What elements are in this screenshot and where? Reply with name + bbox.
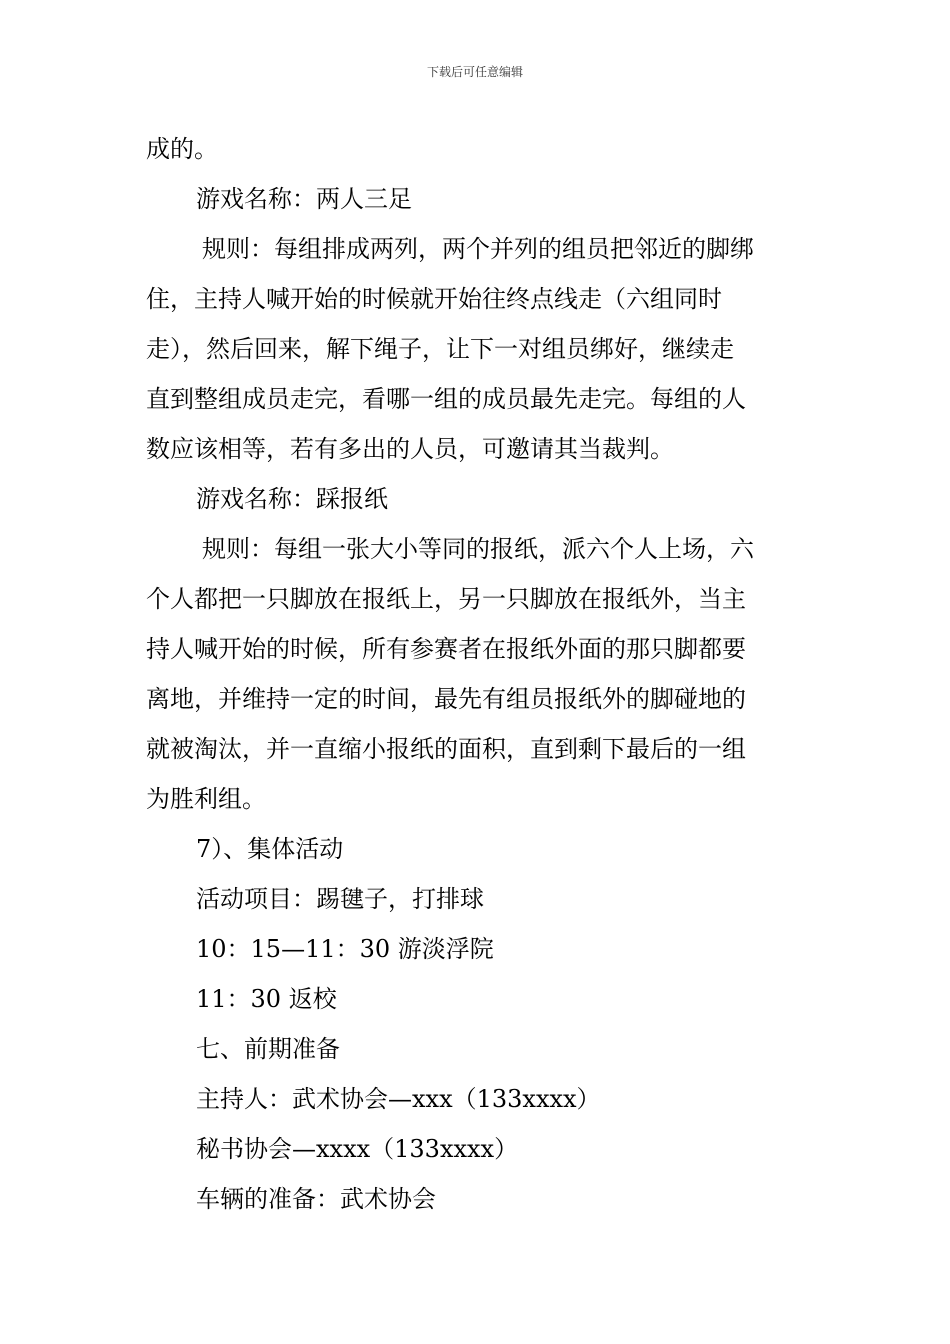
text-line: 个人都把一只脚放在报纸上，另一只脚放在报纸外，当主 — [146, 585, 746, 613]
section-heading: 游戏名称：两人三足 — [196, 185, 412, 213]
text-line: 数应该相等，若有多出的人员，可邀请其当裁判。 — [146, 435, 674, 463]
text-line: 持人喊开始的时候，所有参赛者在报纸外面的那只脚都要 — [146, 635, 746, 663]
text-line: 成的。 — [146, 135, 218, 163]
section-heading: 游戏名称：踩报纸 — [196, 485, 388, 513]
text-line: 秘书协会—xxxx（133xxxx） — [196, 1135, 519, 1163]
text-line: 住，主持人喊开始的时候就开始往终点线走（六组同时 — [146, 285, 722, 313]
text-line: 规则：每组一张大小等同的报纸，派六个人上场，六 — [202, 535, 754, 563]
text-line: 就被淘汰，并一直缩小报纸的面积，直到剩下最后的一组 — [146, 735, 746, 763]
text-line: 活动项目：踢毽子，打排球 — [196, 885, 484, 913]
section-heading: 七、前期准备 — [196, 1035, 340, 1063]
schedule-line: 10：15—11：30 游淡浮院 — [196, 935, 494, 963]
page-header: 下载后可任意编辑 — [426, 65, 523, 79]
section-heading: 7）、集体活动 — [196, 835, 344, 863]
text-line: 为胜利组。 — [146, 785, 266, 813]
text-line: 主持人：武术协会—xxx（133xxxx） — [196, 1085, 601, 1113]
schedule-line: 11：30 返校 — [196, 985, 337, 1013]
text-line: 离地，并维持一定的时间，最先有组员报纸外的脚碰地的 — [146, 685, 746, 713]
text-line: 车辆的准备：武术协会 — [196, 1185, 436, 1213]
text-line: 走），然后回来，解下绳子，让下一对组员绑好，继续走 — [146, 335, 734, 363]
text-line: 规则：每组排成两列，两个并列的组员把邻近的脚绑 — [202, 235, 754, 263]
document-body — [146, 124, 810, 1224]
text-line: 直到整组成员走完，看哪一组的成员最先走完。每组的人 — [146, 385, 746, 413]
